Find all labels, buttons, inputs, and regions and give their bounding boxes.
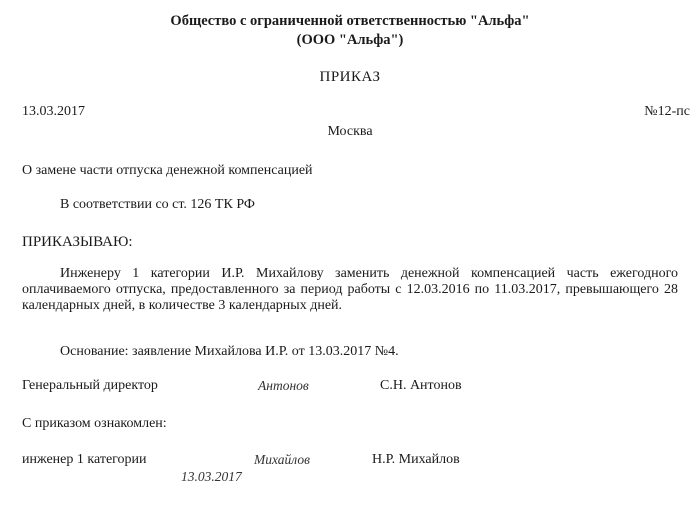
organization-full-name: Общество с ограниченной ответственностью "Альфа" <box>170 13 530 29</box>
order-grounds: Основание: заявление Михайлова И.Р. от 13.03.2017 №4. <box>60 344 399 359</box>
director-signature: Антонов <box>258 378 309 393</box>
organization-short-name: (ООО "Альфа") <box>296 32 404 48</box>
employee-sign-date: 13.03.2017 <box>181 469 242 484</box>
acquainted-label: С приказом ознакомлен: <box>22 416 167 431</box>
document-title: ПРИКАЗ <box>319 69 381 85</box>
order-number: №12-пс <box>644 104 690 119</box>
order-date: 13.03.2017 <box>22 104 85 119</box>
employee-signature: Михайлов <box>254 452 310 467</box>
order-command-word: ПРИКАЗЫВАЮ: <box>22 234 133 250</box>
order-subject: О замене части отпуска денежной компенсацией <box>22 163 313 178</box>
employee-title: инженер 1 категории <box>22 452 147 467</box>
employee-name: Н.Р. Михайлов <box>372 452 460 467</box>
order-city: Москва <box>327 124 373 139</box>
order-legal-basis: В соответствии со ст. 126 ТК РФ <box>60 197 255 212</box>
order-paragraph: Инженеру 1 категории И.Р. Михайлову заменить денежной компенсацией часть ежегодного оплачиваемого отпуска, предоставленного за период работы с 12.03.2016 по 11.03.2017, превышающего 28 календарных дней, в количестве 3 календарных дней. <box>22 266 678 313</box>
director-name: С.Н. Антонов <box>380 378 462 393</box>
director-title: Генеральный директор <box>22 378 158 393</box>
